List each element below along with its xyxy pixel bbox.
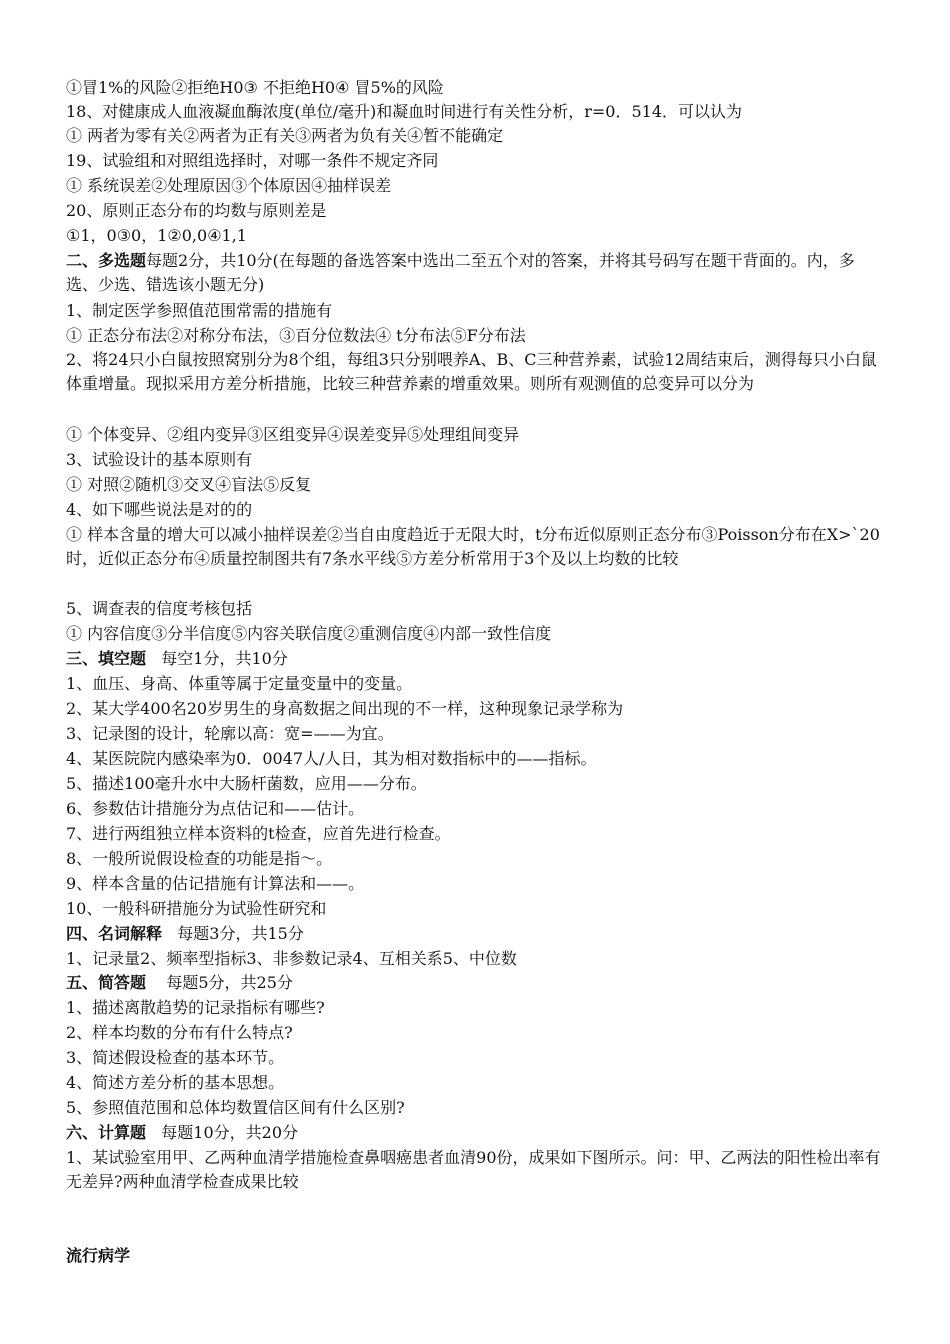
terms-list: 1、记录量2、频率型指标3、非参数记录4、互相关系5、中位数 bbox=[66, 949, 517, 968]
section-note: 每题2分，共10分(在每题的备选答案中选出二至五个对的答案，并将其号码写在题干背面的。内，多选、少选、错选该小题无分) bbox=[66, 251, 855, 294]
section-note: 每题5分，共25分 bbox=[166, 973, 293, 992]
blank-question: 7、进行两组独立样本资料的t检查，应首先进行检查。 bbox=[66, 824, 451, 843]
question-line: 3、试验设计的基本原则有 bbox=[66, 450, 253, 469]
blank-question: 3、记录图的设计，轮廓以高：宽=——为宜。 bbox=[66, 724, 394, 743]
short-question: 3、简述假设检查的基本环节。 bbox=[66, 1048, 285, 1067]
section-fill-blank bbox=[66, 647, 886, 671]
blank-question: 1、血压、身高、体重等属于定量变量中的变量。 bbox=[66, 674, 413, 693]
short-question: 4、简述方差分析的基本思想。 bbox=[66, 1073, 285, 1092]
section-terms bbox=[66, 922, 886, 946]
section-calculation bbox=[66, 1121, 886, 1145]
footer-heading: 流行病学 bbox=[66, 1246, 131, 1265]
blank-question: 2、某大学400名20岁男生的身高数据之间出现的不一样，这种现象记录学称为 bbox=[66, 699, 624, 718]
section-title: 三、填空题 bbox=[66, 649, 147, 668]
short-question: 5、参照值范围和总体均数置信区间有什么区别? bbox=[66, 1098, 405, 1117]
option-line: ① 正态分布法②对称分布法，③百分位数法④ t分布法⑤F分布法 bbox=[66, 326, 526, 345]
section-note: 每题10分，共20分 bbox=[161, 1123, 299, 1142]
option-line: ①1，0③0，1②0,0④1,1 bbox=[66, 226, 247, 245]
blank-question: 5、描述100毫升水中大肠杆菌数，应用——分布。 bbox=[66, 774, 427, 793]
section-short-answer bbox=[66, 971, 886, 995]
blank-question: 9、样本含量的估记措施有计算法和——。 bbox=[66, 874, 365, 893]
blank-question: 8、一般所说假设检查的功能是指～。 bbox=[66, 849, 333, 868]
question-18: 18、对健康成人血液凝血酶浓度(单位/毫升)和凝血时间进行有关性分析，r=0．514．可以认为 bbox=[66, 102, 743, 121]
section-title: 四、名词解释 bbox=[66, 924, 163, 943]
question-line: 5、调查表的信度考核包括 bbox=[66, 599, 253, 618]
question-20: 20、原则正态分布的均数与原则差是 bbox=[66, 201, 327, 220]
option-line: ① 内容信度③分半信度⑤内容关联信度②重测信度④内部一致性信度 bbox=[66, 624, 552, 643]
blank-question: 10、一般科研措施分为试验性研究和 bbox=[66, 899, 327, 918]
section-multiple-choice bbox=[66, 249, 886, 297]
question-19: 19、试验组和对照组选择时，对哪一条件不规定齐同 bbox=[66, 151, 439, 170]
option-line: ① 系统误差②处理原因③个体原因④抽样误差 bbox=[66, 176, 392, 195]
question-line: 4、如下哪些说法是对的的 bbox=[66, 500, 253, 519]
section-title: 六、计算题 bbox=[66, 1123, 147, 1142]
short-question: 1、描述离散趋势的记录指标有哪些? bbox=[66, 998, 325, 1017]
blank-question: 6、参数估计措施分为点估记和——估计。 bbox=[66, 799, 365, 818]
question-line: 1、制定医学参照值范围常需的措施有 bbox=[66, 301, 333, 320]
section-title: 五、简答题 bbox=[66, 973, 147, 992]
blank-question: 4、某医院院内感染率为0．0047人/人日，其为相对数指标中的——指标。 bbox=[66, 749, 597, 768]
section-title: 二、多选题 bbox=[66, 251, 147, 270]
question-line: 2、将24只小白鼠按照窝别分为8个组，每组3只分别喂养A、B、C三种营养素，试验12周结束后，测得每只小白鼠体重增量。现拟采用方差分析措施，比较三种营养素的增重效果。则所有观测值的总变异可以分为 bbox=[66, 350, 877, 393]
short-question: 2、样本均数的分布有什么特点? bbox=[66, 1023, 293, 1042]
option-line: ① 两者为零有关②两者为正有关③两者为负有关④暂不能确定 bbox=[66, 126, 504, 145]
calc-question: 1、某试验室用甲、乙两种血清学措施检查鼻咽癌患者血清90份，成果如下图所示。问：甲、乙两法的阳性检出率有无差异?两种血清学检查成果比较 bbox=[66, 1148, 881, 1191]
option-line: ① 对照②随机③交叉④盲法⑤反复 bbox=[66, 475, 312, 494]
section-note: 每题3分，共15分 bbox=[177, 924, 304, 943]
section-note: 每空1分，共10分 bbox=[161, 649, 288, 668]
option-line: ① 样本含量的增大可以减小抽样误差②当自由度趋近于无限大时，t分布近似原则正态分布③Poisson分布在X>`20时，近似正态分布④质量控制图共有7条水平线⑤方差分析常用于3个及以上均数的比较 bbox=[66, 525, 880, 568]
option-line: ① 个体变异、②组内变异③区组变异④误差变异⑤处理组间变异 bbox=[66, 425, 520, 444]
option-line: ①冒1%的风险②拒绝H0③ 不拒绝H0④ 冒5%的风险 bbox=[66, 78, 444, 97]
